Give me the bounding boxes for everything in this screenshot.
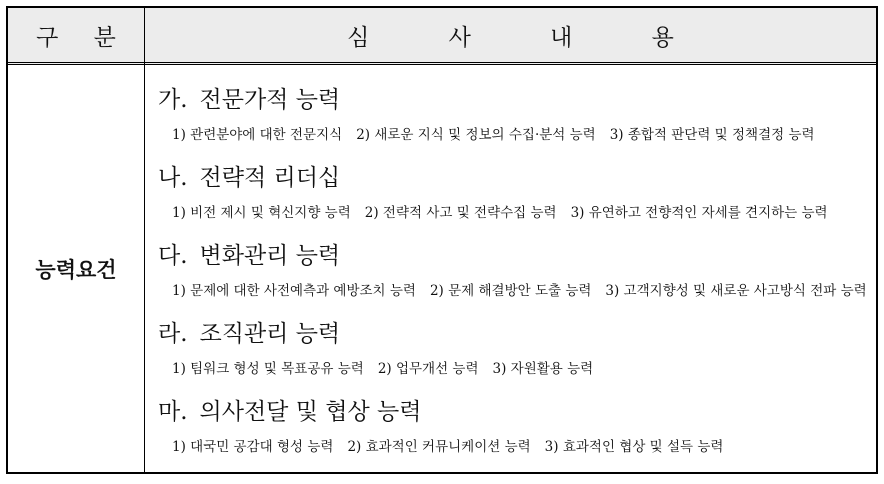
- subpoint: 3) 종합적 판단력 및 정책결정 능력: [609, 127, 815, 143]
- item-title: [158, 162, 870, 202]
- list-item: [158, 84, 870, 162]
- item-subpoints: [158, 436, 870, 474]
- subpoint: 2) 새로운 지식 및 정보의 수집·분석 능력: [356, 127, 596, 143]
- item-title: [158, 318, 870, 358]
- category-label: 능력요건: [35, 257, 117, 282]
- criteria-table: [6, 6, 878, 474]
- subpoint: 1) 문제에 대한 사전예측과 예방조치 능력: [172, 283, 416, 299]
- subpoint: 1) 팀워크 형성 및 목표공유 능력: [172, 361, 364, 377]
- subpoint: 3) 효과적인 협상 및 설득 능력: [544, 439, 724, 455]
- item-title-text: 변화관리 능력: [199, 243, 341, 269]
- subpoint: 2) 업무개선 능력: [377, 361, 479, 377]
- column-divider: [144, 8, 145, 472]
- subpoint: 3) 고객지향성 및 새로운 사고방식 전파 능력: [605, 283, 867, 299]
- item-number: 가.: [158, 87, 188, 113]
- list-item: [158, 318, 870, 396]
- content-list: [158, 84, 870, 474]
- subpoint: 1) 비전 제시 및 혁신지향 능력: [172, 205, 351, 221]
- subpoint: 2) 문제 해결방안 도출 능력: [429, 283, 592, 299]
- item-subpoints: [158, 358, 870, 396]
- item-title-text: 전문가적 능력: [199, 87, 341, 113]
- item-subpoints: [158, 124, 870, 162]
- table-header: [8, 8, 876, 65]
- list-item: [158, 162, 870, 240]
- item-number: 마.: [158, 399, 188, 425]
- subpoint: 3) 유연하고 전향적인 자세를 견지하는 능력: [570, 205, 828, 221]
- subpoint: 2) 전략적 사고 및 전략수집 능력: [364, 205, 557, 221]
- item-number: 다.: [158, 243, 188, 269]
- item-subpoints: [158, 280, 870, 318]
- subpoint: 1) 대국민 공감대 형성 능력: [172, 439, 334, 455]
- list-item: [158, 240, 870, 318]
- subpoint: 2) 효과적인 커뮤니케이션 능력: [347, 439, 531, 455]
- item-title-text: 전략적 리더십: [199, 165, 341, 191]
- item-title: [158, 240, 870, 280]
- item-subpoints: [158, 202, 870, 240]
- item-number: 나.: [158, 165, 188, 191]
- list-item: [158, 396, 870, 474]
- subpoint: 1) 관련분야에 대한 전문지식: [172, 127, 343, 143]
- subpoint: 3) 자원활용 능력: [492, 361, 594, 377]
- item-title: [158, 84, 870, 124]
- header-content: 심 사 내 용: [347, 24, 710, 51]
- item-title-text: 의사전달 및 협상 능력: [199, 399, 422, 425]
- item-number: 라.: [158, 321, 188, 347]
- item-title-text: 조직관리 능력: [199, 321, 341, 347]
- item-title: [158, 396, 870, 436]
- header-category: 구 분: [36, 24, 130, 51]
